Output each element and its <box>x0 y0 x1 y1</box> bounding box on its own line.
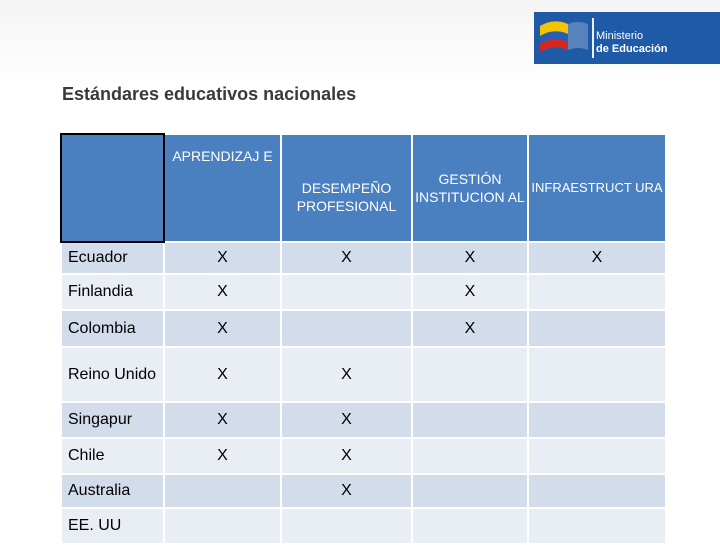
table-cell <box>412 474 528 508</box>
table-cell <box>281 508 412 544</box>
slide-title: Estándares educativos nacionales <box>62 84 357 104</box>
logo-line-1: Ministerio <box>596 30 644 42</box>
country-cell: Chile <box>61 438 164 474</box>
header-corner-cell <box>61 134 164 242</box>
country-cell: Colombia <box>61 310 164 347</box>
header-infraestructura: INFRAESTRUCT URA <box>528 134 666 242</box>
table-cell: X <box>164 242 281 274</box>
table-cell: X <box>164 310 281 347</box>
table-row <box>61 474 666 508</box>
table-cell: X <box>412 310 528 347</box>
table-cell: X <box>412 242 528 274</box>
table-cell <box>281 274 412 310</box>
table-cell <box>412 347 528 402</box>
table-cell <box>412 438 528 474</box>
table-cell <box>412 402 528 438</box>
table-row <box>61 310 666 347</box>
table-cell <box>528 274 666 310</box>
table-cell: X <box>281 402 412 438</box>
header-row <box>61 134 666 242</box>
table-row <box>61 402 666 438</box>
table-cell: X <box>412 274 528 310</box>
country-cell: Finlandia <box>61 274 164 310</box>
logo-line-2: de Educación <box>596 43 668 55</box>
header-gestion-institucional: GESTIÓN INSTITUCION AL <box>412 134 528 242</box>
ecuador-flag-icon <box>540 21 588 52</box>
ministry-logo <box>534 12 720 64</box>
table-row <box>61 508 666 544</box>
country-cell: EE. UU <box>61 508 164 544</box>
table-cell <box>164 508 281 544</box>
table-cell: X <box>164 402 281 438</box>
country-cell: Ecuador <box>61 242 164 274</box>
table-cell <box>528 438 666 474</box>
table-cell: X <box>281 242 412 274</box>
country-cell: Reino Unido <box>61 347 164 402</box>
table-cell <box>528 347 666 402</box>
table-cell: X <box>528 242 666 274</box>
country-cell: Singapur <box>61 402 164 438</box>
table-cell: X <box>164 347 281 402</box>
table-cell <box>528 474 666 508</box>
table-cell <box>412 508 528 544</box>
standards-table <box>60 133 667 545</box>
table-cell: X <box>164 438 281 474</box>
table-cell <box>528 310 666 347</box>
table-cell: X <box>164 274 281 310</box>
table-cell: X <box>281 347 412 402</box>
table-row <box>61 242 666 274</box>
table-cell <box>528 402 666 438</box>
table-cell <box>164 474 281 508</box>
logo-divider <box>592 18 594 58</box>
table-cell: X <box>281 474 412 508</box>
header-aprendizaje: APRENDIZAJ E <box>164 134 281 242</box>
table-cell: X <box>281 438 412 474</box>
header-desempeno-profesional: DESEMPEÑO PROFESIONAL <box>281 134 412 242</box>
table-cell <box>528 508 666 544</box>
table-row <box>61 347 666 402</box>
logo-text <box>596 30 668 56</box>
table-row <box>61 438 666 474</box>
table-cell <box>281 310 412 347</box>
country-cell: Australia <box>61 474 164 508</box>
table-row <box>61 274 666 310</box>
